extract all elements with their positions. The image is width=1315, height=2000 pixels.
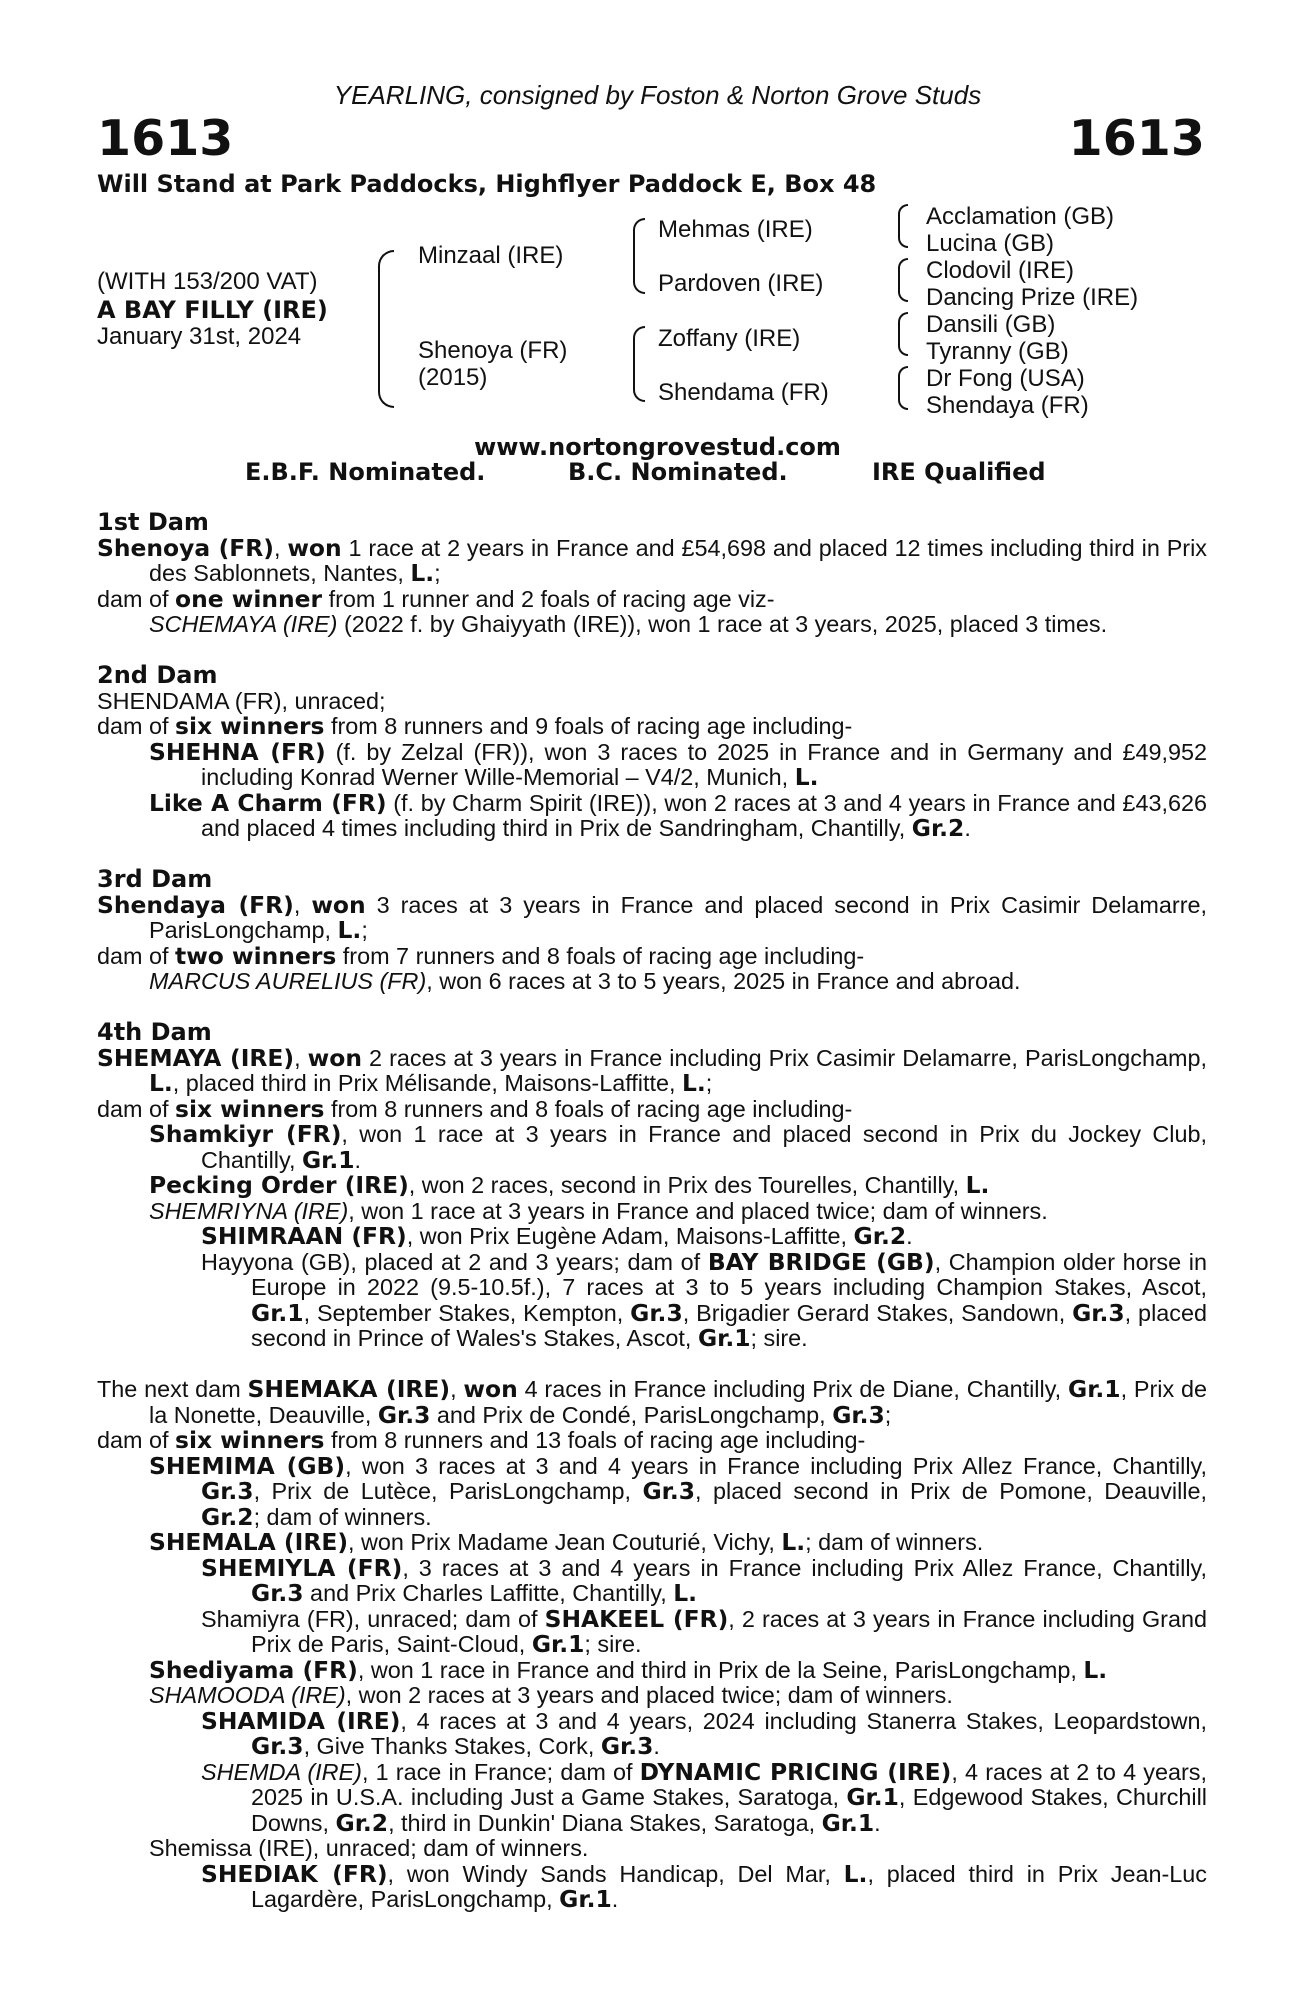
brace-g3-2 <box>898 258 908 302</box>
paragraph: MARCUS AURELIUS (FR), won 6 races at 3 to 5 years, 2025 in France and abroad. <box>149 968 1021 994</box>
bc-nominated: B.C. Nominated. <box>568 458 788 486</box>
brace-g3-1 <box>898 204 908 248</box>
paragraph: Shamiyra (FR), unraced; dam of SHAKEEL (FR), 2 races at 3 years in France including Grand Prix de Paris, Saint-Cloud, Gr.1; sire. <box>201 1604 1207 1658</box>
consignment-line: YEARLING, consigned by Foston & Norton Grove Studs <box>333 80 982 110</box>
paragraph: dam of six winners from 8 runners and 9 foals of racing age including- <box>97 712 853 740</box>
g3-6: Tyranny (GB) <box>926 338 1069 365</box>
paragraph: Shamkiyr (FR), won 1 race at 3 years in France and placed second in Prix du Jockey Club, Chantilly, Gr.1. <box>149 1120 1208 1174</box>
paragraph: SHEMAYA (IRE), won 2 races at 3 years in France including Prix Casimir Delamarre, ParisLongchamp, L., placed third in Prix Mélisande, Maisons-Laffitte, L.; <box>97 1043 1208 1097</box>
g3-2: Lucina (GB) <box>926 230 1055 257</box>
stand-location: Will Stand at Park Paddocks, Highflyer Paddock E, Box 48 <box>97 170 877 198</box>
ire-qualified: IRE Qualified <box>872 458 1046 486</box>
paragraph: Shendaya (FR), won 3 races at 3 years in France and placed second in Prix Casimir Delamarre, ParisLongchamp, L.; <box>97 890 1207 944</box>
paragraph: The next dam SHEMAKA (IRE), won 4 races in France including Prix de Diane, Chantilly, Gr.1, Prix de la Nonette, Deauville, Gr.3 and Prix de Condé, ParisLongchamp, Gr.3; <box>97 1375 1208 1429</box>
paragraph: SHENDAMA (FR), unraced; <box>97 687 386 714</box>
paragraph: SHEMRIYNA (IRE), won 1 race at 3 years in France and placed twice; dam of winners. <box>149 1197 1048 1224</box>
section-3rd-dam: 3rd Dam <box>97 865 213 893</box>
paragraph: SHAMOODA (IRE), won 2 races at 3 years and placed twice; dam of winners. <box>149 1682 953 1708</box>
g3-7: Dr Fong (USA) <box>926 365 1085 392</box>
paragraph: Pecking Order (IRE), won 2 races, second in Prix des Tourelles, Chantilly, L. <box>149 1171 990 1199</box>
paragraph: SHEHNA (FR) (f. by Zelzal (FR)), won 3 races to 2025 in France and in Germany and £49,952 including Konrad Werner Wille-Memorial – V4/2, Munich, L. <box>149 737 1207 791</box>
lot-number-left: 1613 <box>97 110 234 167</box>
paragraph: Hayyona (GB), placed at 2 and 3 years; dam of BAY BRIDGE (GB), Champion older horse in Europe in 2022 (9.5-10.5f.), 7 races at 3 to 5 years including Champion Stakes, Ascot, Gr.1, September Stakes, Kempton, Gr.3, Brigadier Gerard Stakes, Sandown, Gr.3, placed second in Prince of Wales's Stakes, Ascot, Gr.1; sire. <box>201 1247 1207 1352</box>
horse-dob: January 31st, 2024 <box>97 323 302 350</box>
brace-dam <box>633 326 645 402</box>
g3-8: Shendaya (FR) <box>926 392 1089 419</box>
brace-sire <box>633 218 645 294</box>
dam: Shenoya (FR) <box>418 337 568 364</box>
section-2nd-dam: 2nd Dam <box>97 661 218 689</box>
paragraph: dam of two winners from 7 runners and 8 foals of racing age including- <box>97 941 865 970</box>
brace-g3-4 <box>898 366 908 410</box>
lot-number-right: 1613 <box>1068 110 1205 167</box>
ebf-nominated: E.B.F. Nominated. <box>245 458 486 486</box>
dam-year: (2015) <box>418 364 488 391</box>
paragraph: SHIMRAAN (FR), won Prix Eugène Adam, Maisons-Laffitte, Gr.2. <box>201 1222 913 1250</box>
paragraph: SHEMALA (IRE), won Prix Madame Jean Couturié, Vichy, L.; dam of winners. <box>149 1528 984 1556</box>
paragraph: Like A Charm (FR) (f. by Charm Spirit (IRE)), won 2 races at 3 and 4 years in France and £43,626 and placed 4 times including third in Prix de Sandringham, Chantilly, Gr.2. <box>149 788 1207 842</box>
g3-4: Dancing Prize (IRE) <box>926 284 1139 311</box>
vat-note: (WITH 153/200 VAT) <box>97 268 318 295</box>
website: www.nortongrovestud.com <box>474 433 841 461</box>
catalogue-body <box>97 510 1207 1913</box>
g3-1: Acclamation (GB) <box>926 203 1115 230</box>
brace-main <box>378 250 394 408</box>
g3-5: Dansili (GB) <box>926 311 1056 338</box>
g3-3: Clodovil (IRE) <box>926 257 1075 284</box>
dam-sire: Zoffany (IRE) <box>658 325 801 352</box>
paragraph: SHEMDA (IRE), 1 race in France; dam of DYNAMIC PRICING (IRE), 4 races at 2 to 4 years, 2025 in U.S.A. including Just a Game Stakes, Saratoga, Gr.1, Edgewood Stakes, Churchill Downs, Gr.2, third in Dunkin' Diana Stakes, Saratoga, Gr.1. <box>201 1757 1207 1837</box>
paragraph: Shediyama (FR), won 1 race in France and third in Prix de la Seine, ParisLongchamp, L. <box>149 1655 1108 1684</box>
paragraph: Shemissa (IRE), unraced; dam of winners. <box>149 1835 589 1861</box>
paragraph: Shenoya (FR), won 1 race at 2 years in France and £54,698 and placed 12 times including third in Prix des Sablonnets, Nantes, L.; <box>97 533 1207 587</box>
horse-name: A BAY FILLY (IRE) <box>97 296 328 324</box>
paragraph: dam of one winner from 1 runner and 2 foals of racing age viz- <box>97 584 775 613</box>
sire: Minzaal (IRE) <box>418 242 564 269</box>
paragraph: SCHEMAYA (IRE) (2022 f. by Ghaiyyath (IRE)), won 1 race at 3 years, 2025, placed 3 times. <box>149 611 1108 637</box>
paragraph: dam of six winners from 8 runners and 8 foals of racing age including- <box>97 1094 853 1123</box>
paragraph: SHEMIYLA (FR), 3 races at 3 and 4 years in France including Prix Allez France, Chantilly, Gr.3 and Prix Charles Laffitte, Chantilly, L. <box>201 1553 1207 1607</box>
section-1st-dam: 1st Dam <box>97 508 209 536</box>
paragraph: dam of six winners from 8 runners and 13 foals of racing age including- <box>97 1426 866 1454</box>
dam-dam: Shendama (FR) <box>658 379 829 406</box>
paragraph: SHEDIAK (FR), won Windy Sands Handicap, Del Mar, L., placed third in Prix Jean-Luc Lagardère, ParisLongchamp, Gr.1. <box>201 1859 1207 1913</box>
brace-g3-3 <box>898 312 908 356</box>
section-4th-dam: 4th Dam <box>97 1018 212 1046</box>
paragraph: SHAMIDA (IRE), 4 races at 3 and 4 years, 2024 including Stanerra Stakes, Leopardstown, Gr.3, Give Thanks Stakes, Cork, Gr.3. <box>201 1706 1207 1760</box>
paragraph: SHEMIMA (GB), won 3 races at 3 and 4 years in France including Prix Allez France, Chantilly, Gr.3, Prix de Lutèce, ParisLongchamp, Gr.3, placed second in Prix de Pomone, Deauville, Gr.2; dam of winners. <box>149 1451 1208 1531</box>
sire-dam: Pardoven (IRE) <box>658 270 824 297</box>
sire-sire: Mehmas (IRE) <box>658 216 813 243</box>
